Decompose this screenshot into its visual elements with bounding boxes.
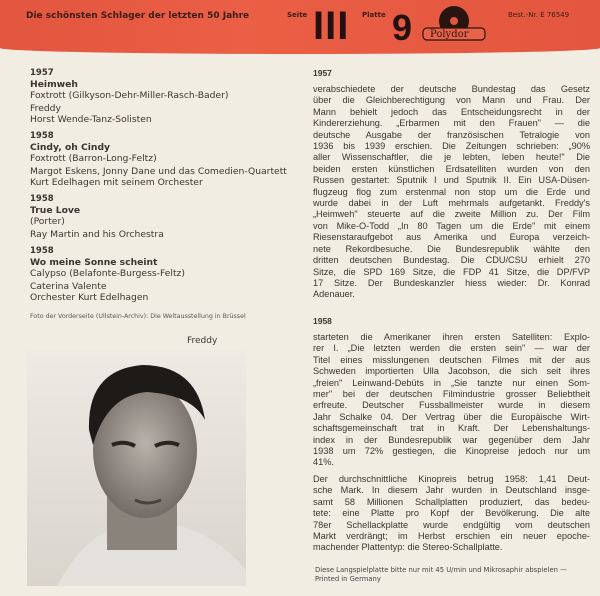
note-line: schaftsgemeinschaft trat in Kraft. Der Lebenshaltungs- [313,423,590,434]
track-year: 1957 [30,68,54,78]
history-note [313,316,590,469]
track-year: 1958 [30,246,54,256]
note-line: 41%. [313,457,334,468]
history-note [313,68,590,301]
track-artist: Margot Eskens, Jonny Dane und das Comedien-Quartett [30,166,287,177]
note-line: machender Plattentyp: die Stereo-Schallplatte. [313,542,503,553]
note-line: dritten deutschen Bundestag. Die CDU/CSU erhielt 270 [313,255,590,266]
note-line: Schweden importierten Ulla Jacobson, die sich seit ihres [313,366,590,377]
note-line: Mann behielt jedoch das Entscheidungsrecht in der [313,106,590,117]
note-line: 1938 um 72% gestiegen, die Kinopreise jedoch nur um [313,446,590,457]
playback-notice: Diese Langspielplatte bitte nur mit 45 U/min und Mikrosaphir abspielen — Printed in Germany [315,566,567,583]
note-line: Jahr Schalke 04. Der Vertrag über die Europäische Wirt- [313,411,590,422]
note-line: deutsche Ausgabe der französischen Tetralogie von [313,129,590,140]
note-line: Titel eines misslungenen deutschen Filmes mit der aus [313,354,590,365]
side-number: III [313,4,350,48]
track-artist: Caterina Valente [30,281,107,292]
note-line: index in der Bundesrepublik war gegenüber dem Jahr [313,434,590,445]
track-style: (Porter) [30,216,65,227]
brand-name: Polydor [430,29,469,40]
note-line: 78er Schellackplatte wurde endgültig vom deutschen [313,519,590,530]
track-item [30,246,296,303]
header-band [0,0,600,54]
track-title: Cindy, oh Cindy [30,142,111,153]
track-item [30,194,296,240]
track-artist: Kurt Edelhagen mit seinem Orchester [30,177,203,188]
note-line: rer I. „Die letzten werden die ersten sein" — war der [313,343,590,354]
track-title: Heimweh [30,79,78,90]
note-line: Markt verdrängt; im Herbst erschien ein neuer epoche- [313,531,590,542]
track-title: True Love [30,205,81,216]
note-line: „Heimweh" steuerte auf die zweite Million zu. Der Film [313,209,590,220]
side-label: Seite [287,11,308,19]
polydor-logo [432,4,472,44]
track-style: Calypso (Belafonte-Burgess-Feltz) [30,268,185,279]
track-artist: Ray Martin and his Orchestra [30,229,164,240]
note-year: 1957 [313,68,332,78]
note-line: von Mike-O-Todd „In 80 Tagen um die Erde" mit einem [313,220,590,231]
note-year: 1958 [313,316,332,326]
track-artist: Horst Wende-Tanz-Solisten [30,114,152,125]
note-line: sche Mark. In diesem Jahr wurden in Deutschland insge- [313,485,590,496]
order-number: Best.-Nr. E 76549 [508,11,570,19]
note-line: aller Wissenschaftler, die je lebten, leben heute!" Die [313,152,590,163]
note-line: 17 Sitze. Der Bundeskanzler hiess wieder: Dr. Konrad [313,277,590,288]
note-line: 1936 bis 1939 erschien. Die Zeitungen schrieben: „90% [313,141,590,152]
note-line: „freien" Leinwand-Debüts in „Sie tanzte nur einen Som- [313,377,590,388]
track-style: Foxtrott (Gilkyson-Dehr-Miller-Rasch-Bader) [30,90,229,101]
note-line: Russen gestartet: Sputnik I und Sputnik II. Ein USA-Düsen- [313,175,590,186]
record-number: 9 [392,7,413,48]
note-line: Kindererziehung. „Erbarmen mit den Frauen" — die [313,118,590,129]
track-artist: Freddy [30,103,61,114]
note-line: beiden ersten künstlichen Erdsatelliten wurden von den [313,163,590,174]
track-style: Foxtrott (Barron-Long-Feltz) [30,153,157,164]
track-year: 1958 [30,194,54,204]
photo-credit: Foto der Vorderseite (Ullstein-Archiv): Die Weltausstellung in Brüssel [30,313,246,320]
portrait-photo [27,350,246,586]
note-line: tete: eine Platte pro Kopf der Bevölkerung. Die alte [313,508,590,519]
note-line: flugzeug flog zum erstenmal non stop um die Erde und [313,186,590,197]
track-artist: Orchester Kurt Edelhagen [30,292,149,303]
track-item [30,131,296,188]
track-list [30,68,296,309]
note-line: verabschiedete der deutsche Bundestag das Gesetz [313,84,590,94]
track-item [30,68,296,125]
note-line: samt 58 Millionen Schallplatten produziert, das bedeu- [313,496,590,507]
note-line: Riesenstaraufgebot aus Amerika und Europa verzeich- [313,232,590,243]
note-line: nete Rekordbesuche. Die Bundesrepublik wählte den [313,243,590,254]
note-line: Adenauer. [313,289,355,300]
series-title: Die schönsten Schlager der letzten 50 Jahre [26,11,250,21]
note-line: wurde dabei in der Luft mehrmals aufgetankt. Freddy's [313,198,590,209]
track-year: 1958 [30,131,54,141]
photo-caption: Freddy [187,336,218,346]
note-line: mer" bei der deutschen Filmindustrie grosser Beliebtheit [313,389,590,400]
note-line: Der durchschnittliche Kinopreis betrug 1958: 1,41 Deut- [313,474,590,484]
note-line: über die Gleichberechtigung von Mann und Frau. Der [313,95,590,106]
note-line: erfreute. Deutscher Fussballmeister wurde in diesem [313,400,590,411]
note-line: starteten die Amerikaner ihren ersten Satelliten: Explo- [313,332,590,342]
record-label: Platte [362,11,386,19]
track-title: Wo meine Sonne scheint [30,257,158,268]
history-note [313,474,590,554]
note-line: Sitze, die SPD 169 Sitze, die FDP 41 Sitze, die DP/FVP [313,266,590,277]
